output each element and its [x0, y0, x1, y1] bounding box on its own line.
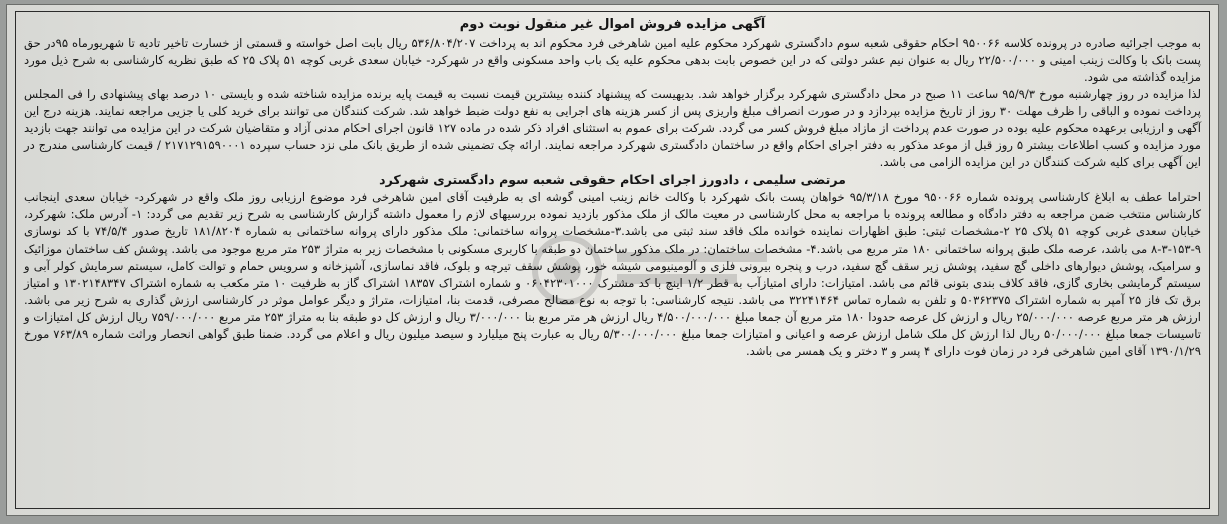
notice-paragraph-auction-terms: لذا مزایده در روز چهارشنبه مورخ ۹۵/۹/۳ ساعت ۱۱ صبح در محل دادگستری شهرکرد برگزار خواهد شد. بدیهیست که پیشنهاد کننده بیشترین قیمت نسبت به قیمت پایه برنده مزایده شناخته شده و بایستی ۱۰ درصد بهای پیشنهادی را فی المجلس پرداخت نموده و الباقی را ظرف مهلت ۳۰ روز از تاریخ مزایده بپردازد و در صورت انصراف مبلغ واریزی پس از کسر هزینه های اجرایی به نفع دولت ضبط خواهد شد. شرکت کنندگان می توانند برای خرید کلی یا جزیی مراجعه نمایند. هزینه درج این آگهی و ارزیابی برعهده محکوم علیه بوده در صورت عدم پرداخت از مازاد مبلغ فروش کسر می گردد. شرکت برای عموم به استثنای افراد ذکر شده در ماده ۱۲۷ قانون اجرای احکام مدنی آزاد و متقاضیان شرکت در این مزایده می توانند جهت بازدید مورد مزایده و کسب اطلاعات بیشتر ۵ روز قبل از موعد مذکور به دفتر اجرای احکام واقع در ساختمان دادگستری شهرکرد مراجعه نمایند. ارائه چک تضمینی شده از طریق بانک ملی نزد حساب سپرده ۲۱۷۱۲۹۱۵۹۰۰۰۱ / قیمت کارشناسی مندرج در این آگهی برای کلیه شرکت کنندگان در این مزایده الزامی می باشد. [24, 87, 1202, 170]
notice-paragraph-execution: به موجب اجرائیه صادره در پرونده کلاسه ۹۵۰۰۶۶ احکام حقوقی شعبه سوم دادگستری شهرکرد محکوم علیه امین شاهرخی فرد محکوم اند به پرداخت ۵۳۶/۸۰۴/۲۰۷ ریال بابت اصل خواسته و قسمتی از خسارت تاخیر تادیه تا شهریورماه ۹۵در حق پست بانک با وکالت زینب امینی و ۲۲/۵۰۰/۰۰۰ ریال به عنوان نیم عشر دولتی که در این خصوص بابت بدهی محکوم علیه یک باب واحد مسکونی واقع در شهرکرد- خیابان سعدی غربی کوچه ۵۱ پلاک ۲۵ که طبق نظریه کارشناسی به شرح ذیل مورد مزایده گذاشته می شود. [24, 36, 1201, 85]
notice-paragraph-appraisal: احتراما عطف به ابلاغ کارشناسی پرونده شماره ۹۵۰۰۶۶ مورخ ۹۵/۳/۱۸ خواهان پست بانک شهرکرد با وکالت خانم زینب امینی گوشه ای به طرفیت آقای امین شاهرخی فرد موضوع ارزیابی روز ملک واقع در شهرکرد- خیابان سعدی اینجانب کارشناس منتخب ضمن مراجعه به دفتر دادگاه و مطالعه پرونده با مراجعه به محل کارشناسی در معیت مالک از ملک مذکور بازدید نموده بررسیهای لازم را معمول داشته گزارش کارشناسی به شرح زیر تقدیم می گردد: ۱- آدرس ملک: شهرکرد، خیابان سعدی غربی کوچه ۵۱ پلاک ۲۵ ۲-مشخصات ثبتی: طبق اظهارات نماینده خوانده ملک فاقد سند ثبتی می باشد.۳-مشخصات پروانه ساختمانی: ملک مذکور دارای پروانه ساختمانی به شماره ۱۸۱/۸۲۰۴ تاریخ صدور ۷۴/۵/۴ با کد نوسازی ۹-۱۵۳-۳-۸ می باشد، عرصه ملک طبق پروانه ساختمانی ۱۸۰ متر مربع می باشد.۴- مشخصات ساختمان: در ملک مذکور ساختمان دو طبقه با کاربری مسکونی با مشخصات زیر به متراژ ۲۵۳ متر مربع موجود می باشد. پوشش کف ساختمان موزائیک و سرامیک، پوشش دیوارهای داخلی گچ سفید، پوشش زیر سقف گچ سفید، درب و پنجره بیرونی فلزی و آلومینیومی شیشه خور، پوشش سقف تیرچه و بلوک، فاقد نماسازی، آشپزخانه و سرویس حمام و توالت کامل، سیستم سرمایش کولر آبی و سیستم گرمایشی بخاری گازی، فاقد کلاف بندی بتونی قائم می باشد. امتیازات: دارای امتیازآب به قطر ۱/۲ اینچ با کد مشترک ۰۶۰۴۲۳۰۱۰۰۰ و شماره اشتراک ۱۸۳۵۷ اشتراک گاز به ظرفیت ۱۰ متر مکعب به شماره اشتراک ۱۳۰۲۱۴۸۳۴۷ و امتیاز برق تک فاز ۲۵ آمپر به شماره اشتراک ۵۰۳۶۲۳۷۵ و تلفن به شماره تماس ۳۲۲۴۱۴۶۴ می باشد. نتیجه کارشناسی: با توجه به نوع مصالح مصرفی، قدمت بنا، امتیازات، متراژ و دیگر عوامل موثر در کارشناسی ارزش گذاری به شرح زیر می باشد. ارزش هر متر مربع عرصه ۲۵/۰۰۰/۰۰۰ ریال و ارزش کل عرصه حدودا ۱۸۰ متر مربع آن جمعا مبلغ ۴/۵۰۰/۰۰۰/۰۰۰ ریال ارزش هر متر مربع بنا ۳/۰۰۰/۰۰۰ ریال و ارزش کل دو طبقه بنا به متراژ ۲۵۳ متر مربع ۷۵۹/۰۰۰/۰۰۰ ریال ارزش کل امتیازات و تاسیسات جمعا مبلغ ۵۰/۰۰۰/۰۰۰ ریال لذا ارزش کل ملک شامل ارزش عرصه و اعیانی و امتیازات جمعا مبلغ ۵/۳۰۰/۰۰۰/۰۰۰ ریال به عبارت پنج میلیارد و سیصد میلیون ریال و اعلام می گردد. ضمنا طبق گواهی انحصار وراثت شماره ۷۶۳/۸۹ مورخ ۱۳۹۰/۱/۲۹ آقای امین شاهرخی فرد در زمان فوت دارای ۴ پسر و ۳ دختر و یک همسر می باشد. [24, 190, 1202, 358]
newspaper-clipping [6, 4, 1219, 516]
notice-title: آگهی مزایده فروش اموال غیر منقول نوبت دوم [459, 17, 766, 32]
notice-signature: مرتضی سلیمی ، دادورز اجرای احکام حقوقی شعبه سوم دادگستری شهرکرد [379, 172, 846, 188]
notice-frame [15, 11, 1210, 509]
